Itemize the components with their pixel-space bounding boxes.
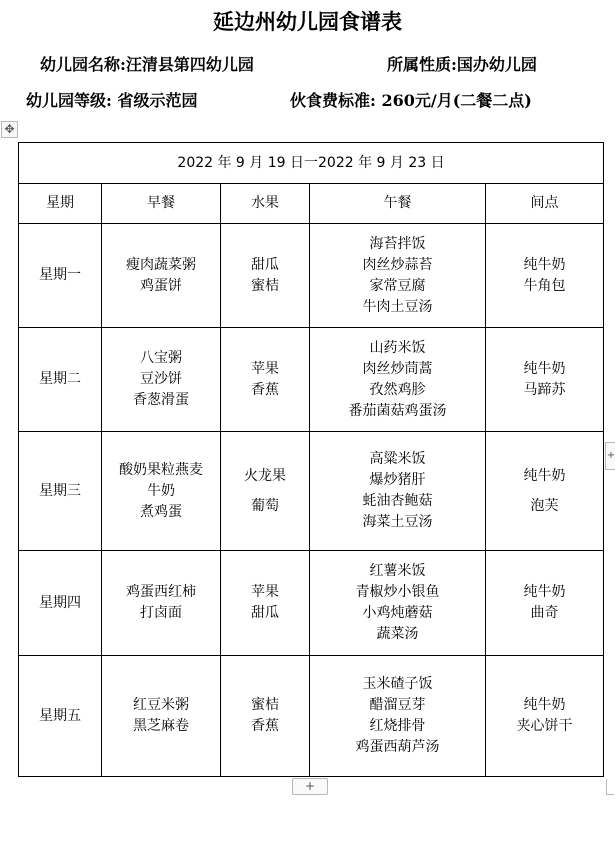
menu-row bbox=[19, 328, 604, 432]
fruit-cell bbox=[221, 328, 310, 432]
snack-cell-item: 纯牛奶 bbox=[523, 697, 566, 713]
breakfast-cell-item: 豆沙饼 bbox=[140, 371, 182, 387]
snack-cell bbox=[486, 328, 604, 432]
lunch-cell-item: 蔬菜汤 bbox=[376, 626, 419, 642]
snack-cell-item: 曲奇 bbox=[530, 605, 559, 621]
breakfast-cell-item: 牛奶 bbox=[147, 482, 175, 499]
lunch-cell-item: 海菜土豆汤 bbox=[362, 514, 433, 530]
breakfast-cell-item: 八宝粥 bbox=[140, 350, 182, 366]
snack-cell-item: 纯牛奶 bbox=[523, 256, 566, 273]
breakfast-cell-item: 煮鸡蛋 bbox=[140, 503, 182, 520]
lunch-cell-item: 蚝油杏鲍菇 bbox=[362, 493, 433, 509]
lunch-cell-item: 海苔拌饭 bbox=[369, 235, 426, 252]
meal-fee-standard: 伙食费标准: 260元/月(二餐二点) bbox=[290, 91, 532, 110]
lunch-cell-item: 醋溜豆芽 bbox=[369, 697, 426, 713]
table-resize-handle[interactable] bbox=[606, 779, 614, 795]
add-column-icon[interactable]: + bbox=[605, 442, 615, 470]
table-move-handle-icon[interactable]: ✥ bbox=[1, 121, 18, 138]
snack-cell-item: 纯牛奶 bbox=[523, 584, 566, 600]
header-lunch: 午餐 bbox=[310, 184, 486, 224]
lunch-cell bbox=[310, 656, 486, 777]
menu-row bbox=[19, 432, 604, 551]
header-day: 星期 bbox=[19, 184, 102, 224]
fruit-cell-item: 香蕉 bbox=[251, 718, 279, 734]
breakfast-cell bbox=[102, 656, 221, 777]
snack-cell-item: 纯牛奶 bbox=[523, 467, 566, 484]
lunch-cell bbox=[310, 551, 486, 656]
snack-cell bbox=[486, 656, 604, 777]
page-title: 延边州幼儿园食谱表 bbox=[213, 9, 402, 34]
kindergarten-name: 幼儿园名称:汪清县第四幼儿园 bbox=[40, 55, 254, 74]
breakfast-cell bbox=[102, 551, 221, 656]
fruit-cell-item: 火龙果 bbox=[244, 467, 286, 484]
snack-cell bbox=[486, 551, 604, 656]
day-cell: 星期四 bbox=[19, 551, 102, 656]
fruit-cell bbox=[221, 656, 310, 777]
date-range: 2022 年 9 月 19 日一2022 年 9 月 23 日 bbox=[19, 143, 604, 184]
fruit-cell bbox=[221, 551, 310, 656]
fruit-cell-item: 葡萄 bbox=[251, 497, 279, 514]
breakfast-cell bbox=[102, 432, 221, 551]
lunch-cell-item: 小鸡炖蘑菇 bbox=[362, 605, 433, 621]
fruit-cell-item: 蜜桔 bbox=[251, 277, 279, 294]
snack-cell-item: 夹心饼干 bbox=[516, 718, 573, 734]
lunch-cell-item: 高粱米饭 bbox=[369, 451, 426, 467]
lunch-cell-item: 肉丝炒蒜苔 bbox=[362, 256, 433, 273]
lunch-cell-item: 孜然鸡胗 bbox=[369, 381, 426, 398]
fruit-cell bbox=[221, 432, 310, 551]
menu-table bbox=[18, 142, 604, 777]
lunch-cell-item: 家常豆腐 bbox=[369, 277, 426, 294]
day-cell: 星期五 bbox=[19, 656, 102, 777]
lunch-cell-item: 玉米碴子饭 bbox=[362, 676, 433, 692]
kindergarten-level: 幼儿园等级: 省级示范园 bbox=[26, 91, 198, 110]
lunch-cell-item: 肉丝炒茼蒿 bbox=[362, 360, 433, 377]
menu-row bbox=[19, 656, 604, 777]
snack-cell-item: 纯牛奶 bbox=[523, 360, 566, 377]
menu-row bbox=[19, 551, 604, 656]
kindergarten-nature: 所属性质:国办幼儿园 bbox=[387, 55, 537, 74]
lunch-cell-item: 红烧排骨 bbox=[369, 718, 426, 734]
snack-cell bbox=[486, 432, 604, 551]
breakfast-cell-item: 鸡蛋饼 bbox=[140, 277, 182, 294]
snack-cell bbox=[486, 224, 604, 328]
day-cell: 星期二 bbox=[19, 328, 102, 432]
fruit-cell-item: 苹果 bbox=[251, 360, 279, 377]
header-breakfast: 早餐 bbox=[102, 184, 221, 224]
header-row bbox=[19, 184, 604, 224]
day-cell: 星期一 bbox=[19, 224, 102, 328]
fruit-cell-item: 甜瓜 bbox=[251, 256, 279, 273]
fruit-cell-item: 甜瓜 bbox=[251, 605, 279, 621]
lunch-cell-item: 鸡蛋西葫芦汤 bbox=[355, 739, 440, 755]
lunch-cell bbox=[310, 224, 486, 328]
breakfast-cell-item: 黑芝麻卷 bbox=[133, 718, 189, 734]
breakfast-cell-item: 红豆米粥 bbox=[133, 697, 189, 713]
lunch-cell-item: 番茄菌菇鸡蛋汤 bbox=[348, 402, 447, 419]
snack-cell-item: 牛角包 bbox=[523, 277, 566, 294]
lunch-cell-item: 爆炒猪肝 bbox=[369, 472, 426, 488]
breakfast-cell-item: 酸奶果粒燕麦 bbox=[119, 461, 203, 478]
breakfast-cell-item: 瘦肉蔬菜粥 bbox=[126, 256, 196, 273]
breakfast-cell bbox=[102, 224, 221, 328]
breakfast-cell bbox=[102, 328, 221, 432]
lunch-cell bbox=[310, 432, 486, 551]
add-row-icon[interactable]: + bbox=[292, 778, 328, 795]
menu-row bbox=[19, 224, 604, 328]
lunch-cell-item: 山药米饭 bbox=[369, 339, 426, 356]
header-fruit: 水果 bbox=[221, 184, 310, 224]
breakfast-cell-item: 打卤面 bbox=[140, 605, 182, 621]
fruit-cell-item: 香蕉 bbox=[251, 381, 279, 398]
lunch-cell bbox=[310, 328, 486, 432]
lunch-cell-item: 红薯米饭 bbox=[369, 563, 426, 579]
header-snack: 间点 bbox=[486, 184, 604, 224]
snack-cell-item: 马蹄苏 bbox=[523, 381, 566, 398]
snack-cell-item: 泡芙 bbox=[530, 497, 559, 514]
fruit-cell-item: 苹果 bbox=[251, 584, 279, 600]
day-cell: 星期三 bbox=[19, 432, 102, 551]
breakfast-cell-item: 香葱滑蛋 bbox=[133, 392, 189, 408]
fruit-cell-item: 蜜桔 bbox=[251, 697, 279, 713]
lunch-cell-item: 青椒炒小银鱼 bbox=[355, 584, 440, 600]
breakfast-cell-item: 鸡蛋西红柿 bbox=[126, 584, 196, 600]
lunch-cell-item: 牛肉土豆汤 bbox=[362, 298, 433, 315]
fruit-cell bbox=[221, 224, 310, 328]
